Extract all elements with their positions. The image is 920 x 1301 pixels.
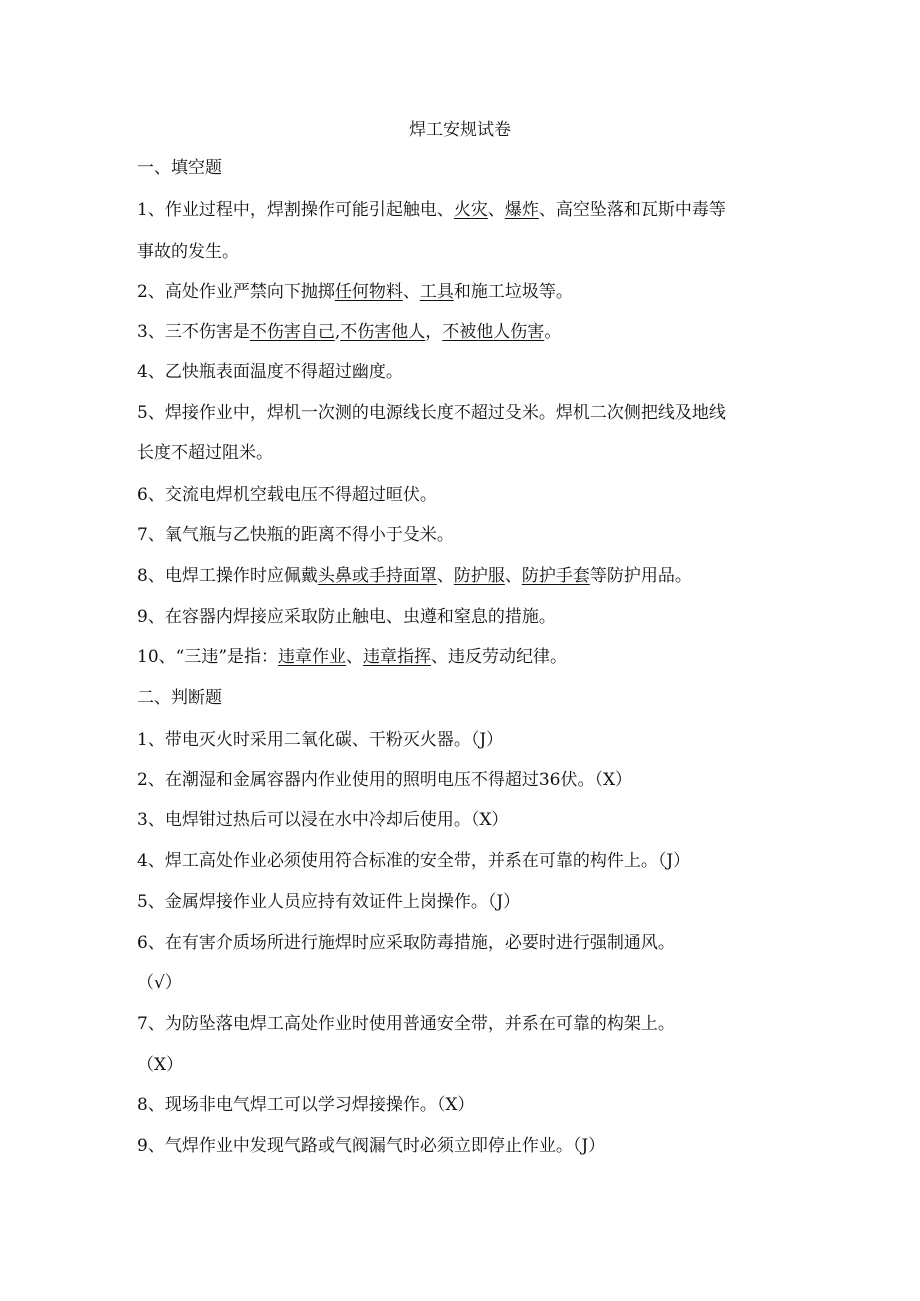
- judgement-1: 1、带电灭火时采用二氧化碳、干粉灭火器。（J）: [137, 730, 504, 750]
- question-2: 2、高处作业严禁向下抛掷任何物料、工具和施工垃圾等。: [137, 282, 573, 302]
- question-10: 10、“三违”是指：违章作业、违章指挥、违反劳动纪律。: [137, 647, 568, 667]
- answer: 任何物料: [334, 282, 403, 302]
- question-1: 1、作业过程中，焊割操作可能引起触电、火灾、爆炸、高空坠落和瓦斯中毒等: [137, 200, 726, 220]
- judgement-7-answer: （X）: [137, 1055, 184, 1075]
- question-5-cont: 长度不超过阻米。: [137, 443, 273, 463]
- question-7: 7、氧气瓶与乙快瓶的距离不得小于殳米。: [137, 525, 454, 545]
- answer: 防护手套: [521, 566, 590, 586]
- section-heading-judgement: 二、判断题: [137, 688, 222, 708]
- answer: 不伤害他人: [340, 322, 426, 342]
- judgement-5: 5、金属焊接作业人员应持有效证件上岗操作。（J）: [137, 892, 521, 912]
- question-1-cont: 事故的发生。: [137, 242, 239, 262]
- question-4: 4、乙快瓶表面温度不得超过幽度。: [137, 362, 403, 382]
- answer: 防护服: [453, 566, 505, 586]
- judgement-7: 7、为防坠落电焊工高处作业时使用普通安全带，并系在可靠的构架上。: [137, 1014, 675, 1034]
- page-title: 焊工安规试卷: [409, 120, 511, 140]
- question-6: 6、交流电焊机空载电压不得超过晅伏。: [137, 485, 437, 505]
- question-8: 8、电焊工操作时应佩戴头鼻或手持面罩、防护服、防护手套等防护用品。: [137, 566, 692, 586]
- answer: 火灾: [453, 200, 488, 220]
- answer: 违章作业: [278, 647, 347, 667]
- judgement-4: 4、焊工高处作业必须使用符合标准的安全带，并系在可靠的构件上。（J）: [137, 851, 691, 871]
- answer: 不伤害自己: [249, 322, 335, 342]
- answer: 爆炸: [504, 200, 539, 220]
- answer: 工具: [419, 282, 454, 302]
- section-heading-fill-blank: 一、填空题: [137, 158, 222, 178]
- answer: 违章指挥: [363, 647, 432, 667]
- judgement-8: 8、现场非电气焊工可以学习焊接操作。（X）: [137, 1095, 475, 1115]
- judgement-6-answer: （√）: [137, 973, 182, 993]
- question-5: 5、焊接作业中，焊机一次测的电源线长度不超过殳米。焊机二次侧把线及地线: [137, 403, 726, 423]
- answer: 头鼻或手持面罩: [317, 566, 437, 586]
- judgement-9: 9、气焊作业中发现气路或气阀漏气时必须立即停止作业。（J）: [137, 1136, 606, 1156]
- question-3: 3、三不伤害是不伤害自己,不伤害他人，不被他人伤害。: [137, 322, 562, 342]
- judgement-3: 3、电焊钳过热后可以浸在水中冷却后使用。（X）: [137, 810, 509, 830]
- question-9: 9、在容器内焊接应采取防止触电、虫遵和窒息的措施。: [137, 607, 556, 627]
- judgement-2: 2、在潮湿和金属容器内作业使用的照明电压不得超过36伏。（X）: [137, 770, 633, 790]
- judgement-6: 6、在有害介质场所进行施焊时应采取防毒措施，必要时进行强制通风。: [137, 933, 675, 953]
- answer: 不被他人伤害: [442, 322, 545, 342]
